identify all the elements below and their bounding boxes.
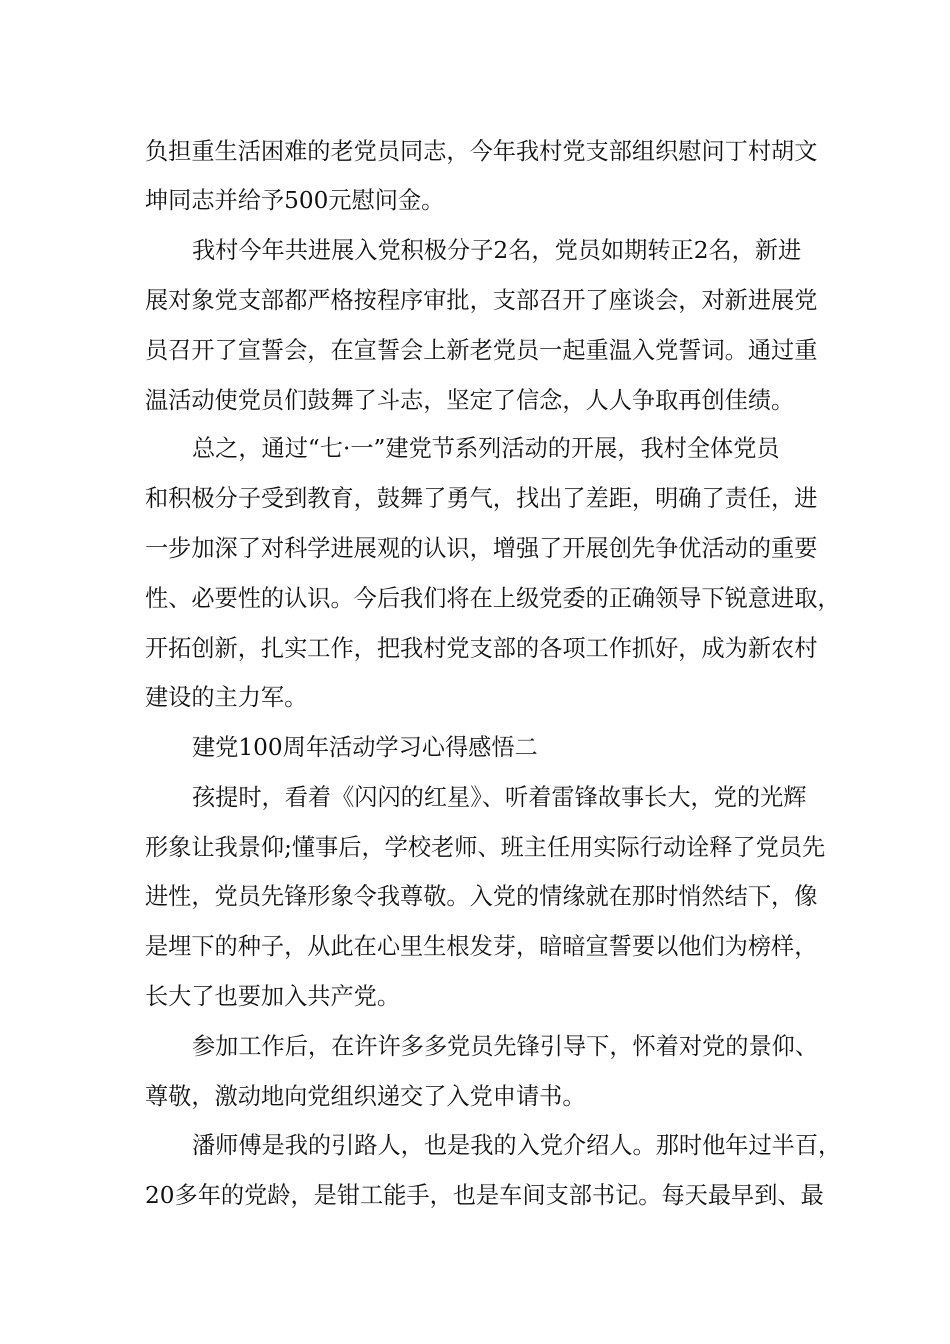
paragraph-line: 一步加深了对科学进展观的认识，增强了开展创先争优活动的重要	[145, 535, 818, 562]
paragraph-line: 温活动使党员们鼓舞了斗志，坚定了信念，人人争取再创佳绩。	[145, 387, 795, 414]
paragraph-line: 进性，党员先锋形象令我尊敬。入党的情缘就在那时悄然结下，像	[145, 883, 818, 910]
paragraph-line: 负担重生活困难的老党员同志，今年我村党支部组织慰问丁村胡文	[145, 138, 818, 165]
paragraph-line: 潘师傅是我的引路人，也是我的入党介绍人。那时他年过半百，	[192, 1132, 842, 1159]
paragraph-line: 形象让我景仰;懂事后，学校老师、班主任用实际行动诠释了党员先	[145, 834, 826, 861]
paragraph-line: 坤同志并给予500元慰问金。	[145, 187, 445, 214]
paragraph-line: 员召开了宣誓会，在宣誓会上新老党员一起重温入党誓词。通过重	[145, 337, 818, 364]
paragraph-line: 开拓创新，扎实工作，把我村党支部的各项工作抓好，成为新农村	[145, 635, 818, 662]
paragraph-line: 总之，通过“七·一”建党节系列活动的开展，我村全体党员	[192, 435, 780, 462]
paragraph-line: 性、必要性的认识。今后我们将在上级党委的正确领导下锐意进取，	[145, 585, 841, 612]
paragraph-line: 20多年的党龄，是钳工能手，也是车间支部书记。每天最早到、最	[145, 1182, 824, 1209]
section-heading: 建党100周年活动学习心得感悟二	[192, 734, 538, 761]
paragraph-line: 孩提时，看着《闪闪的红星》、听着雷锋故事长大，党的光辉	[192, 784, 807, 811]
paragraph-line: 展对象党支部都严格按程序审批，支部召开了座谈会，对新进展党	[145, 287, 818, 314]
paragraph-line: 建设的主力军。	[145, 684, 308, 711]
paragraph-line: 是埋下的种子，从此在心里生根发芽，暗暗宣誓要以他们为榜样，	[145, 933, 818, 960]
paragraph-line: 我村今年共进展入党积极分子2名，党员如期转正2名，新进	[192, 237, 802, 264]
paragraph-line: 参加工作后，在许许多多党员先锋引导下，怀着对党的景仰、	[192, 1033, 819, 1060]
paragraph-line: 和积极分子受到教育，鼓舞了勇气，找出了差距，明确了责任，进	[145, 485, 818, 512]
paragraph-line: 长大了也要加入共产党。	[145, 983, 401, 1010]
paragraph-line: 尊敬，激动地向党组织递交了入党申请书。	[145, 1083, 586, 1110]
